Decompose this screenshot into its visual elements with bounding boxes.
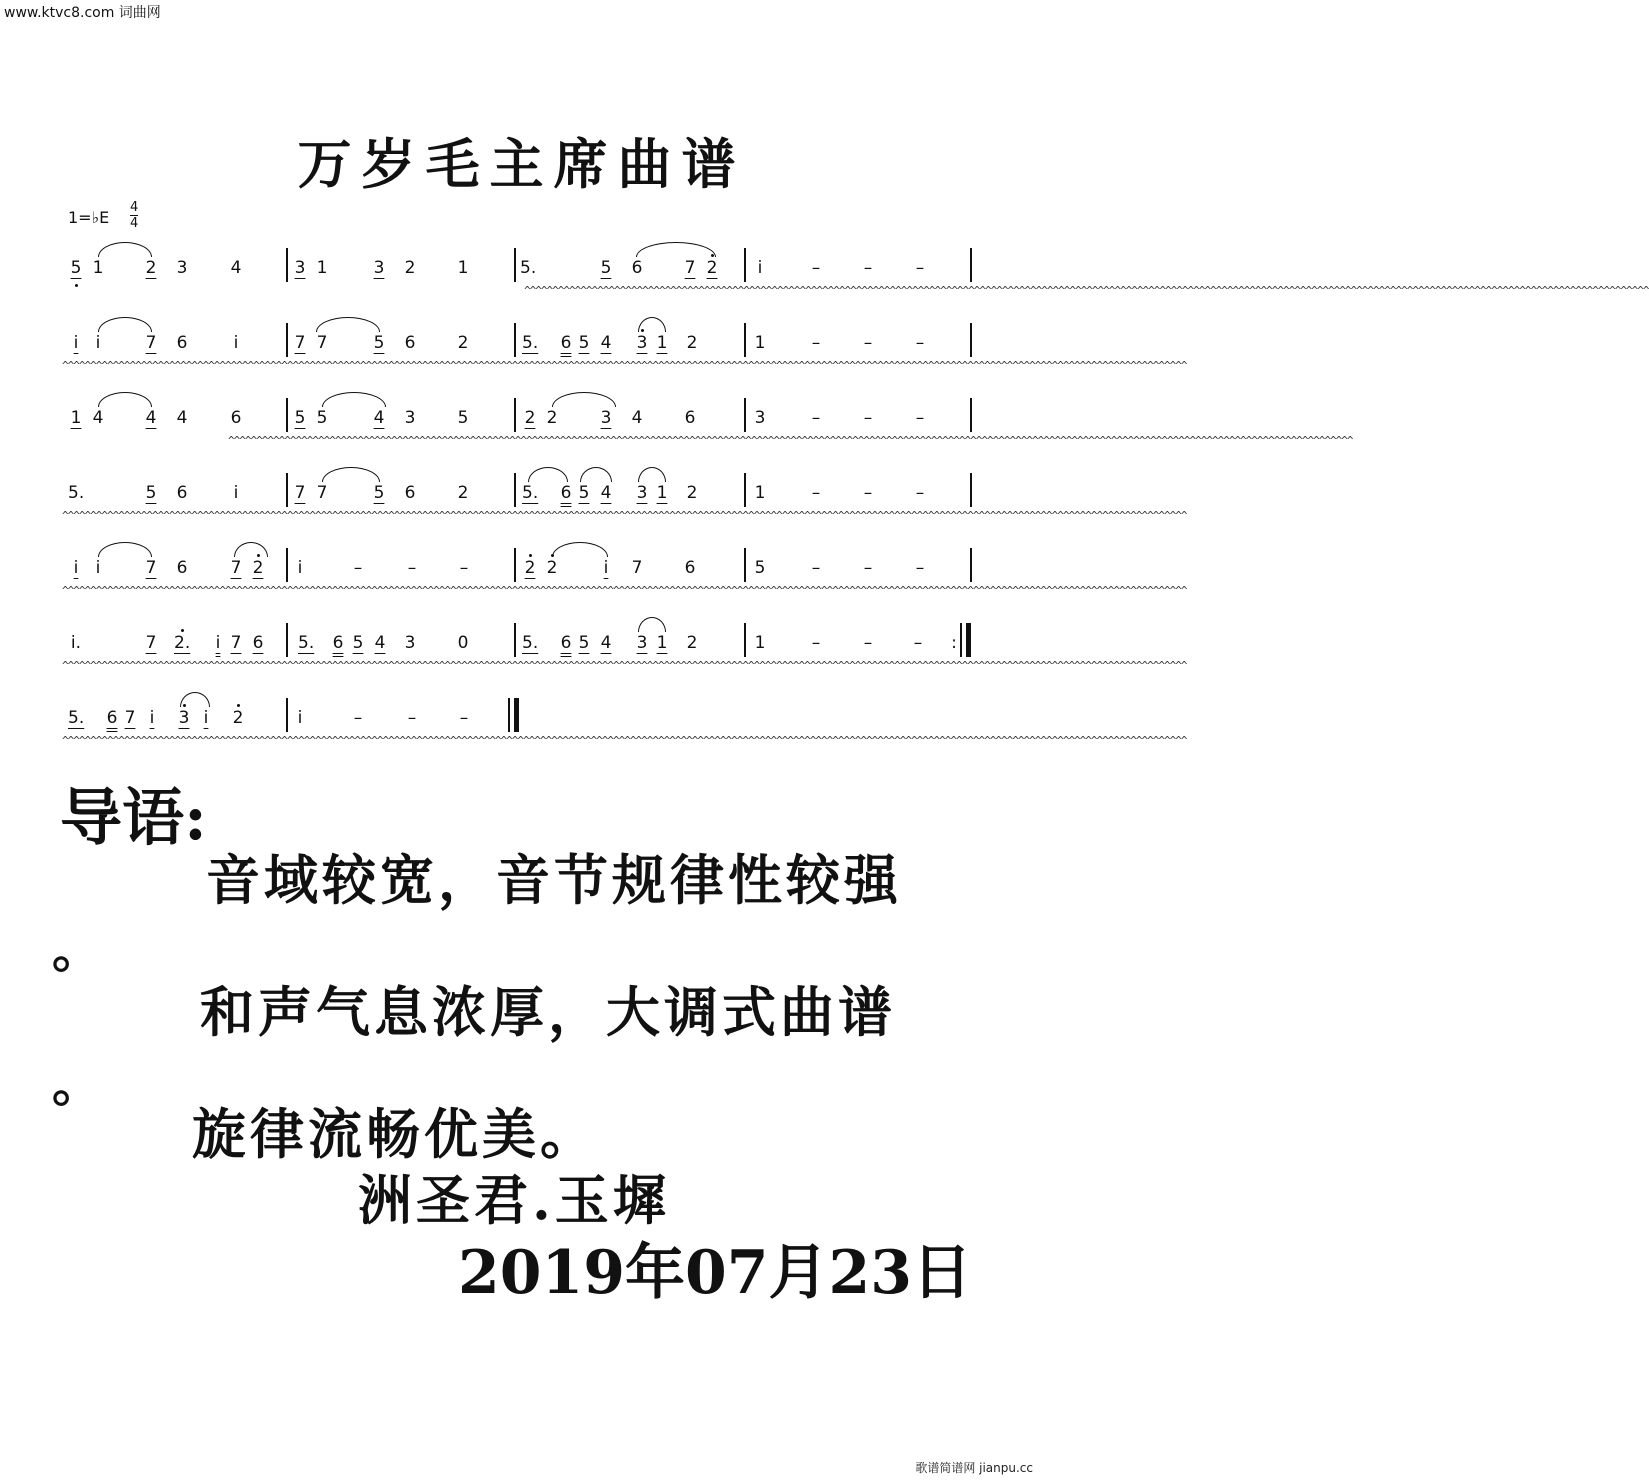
score-note: i [757, 258, 763, 278]
score-row-7 [0, 690, 1187, 760]
slur [98, 242, 152, 257]
score-note: 6 [631, 258, 643, 278]
slur [636, 242, 716, 257]
bar-line [970, 473, 972, 507]
score-note: 7 [316, 483, 328, 503]
bar-line [744, 623, 746, 657]
octave-dot [181, 629, 184, 632]
slur [552, 542, 608, 557]
score-note: 5. [520, 258, 537, 278]
score-note: 2 [232, 708, 244, 728]
bar-line [970, 323, 972, 357]
key-signature: 1=♭E [68, 208, 110, 227]
score-note: i. [70, 633, 82, 653]
score-note: 5 [578, 633, 590, 653]
bar-line [960, 623, 962, 657]
score-note: 4 [600, 633, 612, 653]
score-note: i [95, 558, 101, 578]
bar-line [286, 473, 288, 507]
score-note: i [149, 708, 155, 728]
score-note: 6 [404, 483, 416, 503]
score-note: 5 [457, 408, 469, 428]
score-note: 1 [92, 258, 104, 278]
score-note: 5 [352, 633, 364, 653]
score-note: i [603, 558, 609, 578]
score-note: 2 [457, 483, 469, 503]
score-note: – [353, 708, 363, 728]
score-note: 2 [457, 333, 469, 353]
score-note: 2 [686, 633, 698, 653]
score-note: 6 [684, 408, 696, 428]
score-note: 3 [636, 483, 648, 503]
score-note: 7 [684, 258, 696, 278]
score-note: 6 [560, 633, 572, 653]
score-note: 4 [230, 258, 242, 278]
bar-line [286, 248, 288, 282]
score-note: 2 [404, 258, 416, 278]
intro-line-3: 和声气息浓厚，大调式曲谱 [200, 980, 896, 1044]
score-note: 6 [560, 483, 572, 503]
score-note: 4 [374, 633, 386, 653]
bar-line [514, 623, 516, 657]
score-note: – [811, 483, 821, 503]
intro-line-4: 。 [52, 1054, 102, 1113]
score-note: 2 [252, 558, 264, 578]
lyric-placeholder-line: ^^^^^^^^^^^^^^^^^^^^^^^^^^^^^^^^^^^^^^^^^^^^^^^^^^^^^^^^^^^^^^^^^^^^^^^^^^^^^^^^^^^^^^^^^^^^^^^^^^^^^^^^^^^^^^^^^^^^^^^^^^^^^^^^^^^^^^^^^^^^^^^^^^^^^^^^^^^^^^^^^^^^^^^^^^^^^^^^^^^^^^^^^^^^^^^^^^^^^^^^ [62, 509, 1187, 522]
score-note: 7 [124, 708, 136, 728]
score-note: 4 [373, 408, 385, 428]
score-note: 1 [754, 483, 766, 503]
slur [98, 542, 152, 557]
bar-line [514, 248, 516, 282]
score-note: 6 [252, 633, 264, 653]
score-note: 3 [636, 333, 648, 353]
score-note: i [203, 708, 209, 728]
score-note: – [913, 633, 923, 653]
score-note: – [459, 558, 469, 578]
score-note: 5 [373, 333, 385, 353]
score-note: 5. [68, 483, 85, 503]
score-note: – [353, 558, 363, 578]
score-note: – [863, 558, 873, 578]
score-note: : [951, 633, 957, 653]
bar-line [286, 623, 288, 657]
score-note: 2 [524, 408, 536, 428]
score-note: 3 [178, 708, 190, 728]
score-note: 1 [457, 258, 469, 278]
slur [638, 617, 666, 632]
score-row-4 [0, 465, 1187, 535]
score-note: 4 [600, 333, 612, 353]
score-note: – [863, 633, 873, 653]
score-note: 6 [684, 558, 696, 578]
score-note: 7 [145, 633, 157, 653]
lyric-placeholder-line: ^^^^^^^^^^^^^^^^^^^^^^^^^^^^^^^^^^^^^^^^^^^^^^^^^^^^^^^^^^^^^^^^^^^^^^^^^^^^^^^^^^^^^^^^^^^^^^^^^^^^^^^^^^^^^^^^^^^^^^^^^^^^^^^^^^^^^^^^^^^^^^^^^^^^^^^^^^^^^^^^^^^^^^^^^^^^^^^^^^^^^^^^^^^^^^^^^^^^^^^^ [62, 584, 1187, 597]
score-note: 4 [92, 408, 104, 428]
score-note: – [863, 483, 873, 503]
score-note: – [915, 258, 925, 278]
date: 2019年07月23日 [458, 1238, 972, 1308]
score-note: – [811, 258, 821, 278]
bar-line [514, 473, 516, 507]
score-note: 5. [522, 483, 539, 503]
time-signature-bottom: 4 [130, 216, 139, 231]
score-note: 5. [522, 333, 539, 353]
score-note: 6 [176, 483, 188, 503]
bar-line [514, 548, 516, 582]
bar-line [744, 323, 746, 357]
score-note: 5 [578, 483, 590, 503]
score-note: i [233, 333, 239, 353]
score-note: 1 [754, 333, 766, 353]
score-note: 5 [70, 258, 82, 278]
lyric-placeholder-line: ^^^^^^^^^^^^^^^^^^^^^^^^^^^^^^^^^^^^^^^^^^^^^^^^^^^^^^^^^^^^^^^^^^^^^^^^^^^^^^^^^^^^^^^^^^^^^^^^^^^^^^^^^^^^^^^^^^^^^^^^^^^^^^^^^^^^^^^^^^^^^^^^^^^^^^^^^^^^^^^^^^^^^^^^^^^^^^^^^^^^^^^^^^^^^^^^^^^^^^^^ [62, 659, 1187, 672]
time-signature-top: 4 [130, 200, 139, 215]
site-label: www.ktvc8.com 词曲网 [4, 5, 161, 21]
score-note: i [233, 483, 239, 503]
bar-line [286, 548, 288, 582]
score-note: 5 [578, 333, 590, 353]
score-row-6 [0, 615, 1187, 685]
score-note: – [915, 333, 925, 353]
octave-dot [529, 554, 532, 557]
octave-dot-below [75, 284, 78, 287]
intro-line-5: 旋律流畅优美。 [192, 1102, 598, 1166]
score-note: 4 [600, 483, 612, 503]
watermark: 歌谱简谱网 jianpu.cc [915, 1461, 1033, 1475]
bar-line [744, 248, 746, 282]
score-note: 2 [686, 483, 698, 503]
score-note: 0 [457, 633, 469, 653]
score-note: 5 [754, 558, 766, 578]
author: 洲圣君.玉墀 [358, 1168, 671, 1232]
score-note: 7 [230, 633, 242, 653]
score-note: – [407, 558, 417, 578]
score-note: 7 [230, 558, 242, 578]
time-signature [130, 200, 138, 231]
score-note: 4 [176, 408, 188, 428]
slur [98, 317, 152, 332]
score-note: 2 [546, 558, 558, 578]
bar-line [508, 698, 510, 732]
score-note: 2 [706, 258, 718, 278]
score-note: 3 [294, 258, 306, 278]
score-note: 7 [316, 333, 328, 353]
score-note: – [915, 408, 925, 428]
score-note: – [863, 408, 873, 428]
score-note: 7 [631, 558, 643, 578]
score-note: – [811, 333, 821, 353]
slur [322, 392, 386, 407]
lyric-placeholder-line: ^^^^^^^^^^^^^^^^^^^^^^^^^^^^^^^^^^^^^^^^^^^^^^^^^^^^^^^^^^^^^^^^^^^^^^^^^^^^^^^^^^^^^^^^^^^^^^^^^^^^^^^^^^^^^^^^^^^^^^^^^^^^^^^^^^^^^^^^^^^^^^^^^^^^^^^^^^^^^^^^^^^^^^^^^^^^^^^^^^^^^^^^^^^^^^^^^^^^^^^^ [228, 434, 1353, 447]
score-note: – [863, 258, 873, 278]
slur [528, 467, 568, 482]
score-note: 7 [294, 483, 306, 503]
score-note: – [811, 633, 821, 653]
score-note: – [863, 333, 873, 353]
bar-line [514, 323, 516, 357]
slur [180, 692, 210, 707]
score-note: 2 [686, 333, 698, 353]
score-note: 3 [636, 633, 648, 653]
score-note: 3 [754, 408, 766, 428]
score-note: 1 [316, 258, 328, 278]
score-title: 万岁毛主席曲谱 [297, 132, 746, 196]
score-row-3 [0, 390, 1353, 460]
bar-line [514, 398, 516, 432]
score-note: i [297, 708, 303, 728]
score-note: – [407, 708, 417, 728]
score-note: – [915, 483, 925, 503]
score-note: 7 [145, 558, 157, 578]
score-note: 3 [600, 408, 612, 428]
slur [316, 317, 380, 332]
bar-line [966, 623, 971, 657]
score-note: 5. [68, 708, 85, 728]
score-note: 2 [546, 408, 558, 428]
score-note: 5 [316, 408, 328, 428]
score-note: 5. [298, 633, 315, 653]
intro-line-2: 。 [52, 920, 102, 979]
score-note: i [215, 633, 221, 653]
bar-line [514, 698, 519, 732]
slur [638, 317, 666, 332]
score-note: 5. [522, 633, 539, 653]
bar-line [970, 398, 972, 432]
score-note: 5 [373, 483, 385, 503]
lyric-placeholder-line: ^^^^^^^^^^^^^^^^^^^^^^^^^^^^^^^^^^^^^^^^^^^^^^^^^^^^^^^^^^^^^^^^^^^^^^^^^^^^^^^^^^^^^^^^^^^^^^^^^^^^^^^^^^^^^^^^^^^^^^^^^^^^^^^^^^^^^^^^^^^^^^^^^^^^^^^^^^^^^^^^^^^^^^^^^^^^^^^^^^^^^^^^^^^^^^^^^^^^^^^^ [524, 284, 1649, 297]
score-note: – [811, 408, 821, 428]
score-note: 4 [145, 408, 157, 428]
score-note: 1 [656, 483, 668, 503]
bar-line [286, 398, 288, 432]
score-note: 6 [176, 558, 188, 578]
bar-line [286, 698, 288, 732]
score-row-1 [0, 240, 1649, 310]
score-note: 1 [70, 408, 82, 428]
score-note: 1 [754, 633, 766, 653]
score-note: 2 [145, 258, 157, 278]
score-note: 6 [230, 408, 242, 428]
bar-line [744, 473, 746, 507]
score-note: 2. [174, 633, 191, 653]
score-note: 5 [600, 258, 612, 278]
intro-line-1: 音域较宽，音节规律性较强 [206, 848, 902, 912]
score-note: 6 [560, 333, 572, 353]
score-note: 6 [332, 633, 344, 653]
bar-line [970, 248, 972, 282]
score-note: – [459, 708, 469, 728]
score-note: 3 [404, 633, 416, 653]
score-note: 7 [145, 333, 157, 353]
score-note: 3 [373, 258, 385, 278]
slur [98, 392, 152, 407]
score-note: i [73, 333, 79, 353]
slur [234, 542, 268, 557]
bar-line [744, 548, 746, 582]
score-note: 1 [656, 633, 668, 653]
lyric-placeholder-line: ^^^^^^^^^^^^^^^^^^^^^^^^^^^^^^^^^^^^^^^^^^^^^^^^^^^^^^^^^^^^^^^^^^^^^^^^^^^^^^^^^^^^^^^^^^^^^^^^^^^^^^^^^^^^^^^^^^^^^^^^^^^^^^^^^^^^^^^^^^^^^^^^^^^^^^^^^^^^^^^^^^^^^^^^^^^^^^^^^^^^^^^^^^^^^^^^^^^^^^^^ [62, 734, 1187, 747]
bar-line [970, 548, 972, 582]
score-note: 7 [294, 333, 306, 353]
score-note: 5 [294, 408, 306, 428]
score-note: i [73, 558, 79, 578]
score-note: – [915, 558, 925, 578]
intro-heading: 导语: [60, 781, 207, 854]
score-note: 3 [404, 408, 416, 428]
slur [322, 467, 380, 482]
score-note: 6 [404, 333, 416, 353]
lyric-placeholder-line: ^^^^^^^^^^^^^^^^^^^^^^^^^^^^^^^^^^^^^^^^^^^^^^^^^^^^^^^^^^^^^^^^^^^^^^^^^^^^^^^^^^^^^^^^^^^^^^^^^^^^^^^^^^^^^^^^^^^^^^^^^^^^^^^^^^^^^^^^^^^^^^^^^^^^^^^^^^^^^^^^^^^^^^^^^^^^^^^^^^^^^^^^^^^^^^^^^^^^^^^^ [62, 359, 1187, 372]
score-row-5 [0, 540, 1187, 610]
score-note: i [95, 333, 101, 353]
bar-line [286, 323, 288, 357]
score-note: 6 [106, 708, 118, 728]
score-note: 5 [145, 483, 157, 503]
score-note: i [297, 558, 303, 578]
octave-dot [237, 704, 240, 707]
slur [552, 392, 616, 407]
score-row-2 [0, 315, 1187, 385]
score-note: 6 [176, 333, 188, 353]
score-note: 4 [631, 408, 643, 428]
bar-line [744, 398, 746, 432]
score-note: – [811, 558, 821, 578]
slur [638, 467, 666, 482]
score-note: 3 [176, 258, 188, 278]
slur [580, 467, 612, 482]
score-note: 1 [656, 333, 668, 353]
score-note: 2 [524, 558, 536, 578]
